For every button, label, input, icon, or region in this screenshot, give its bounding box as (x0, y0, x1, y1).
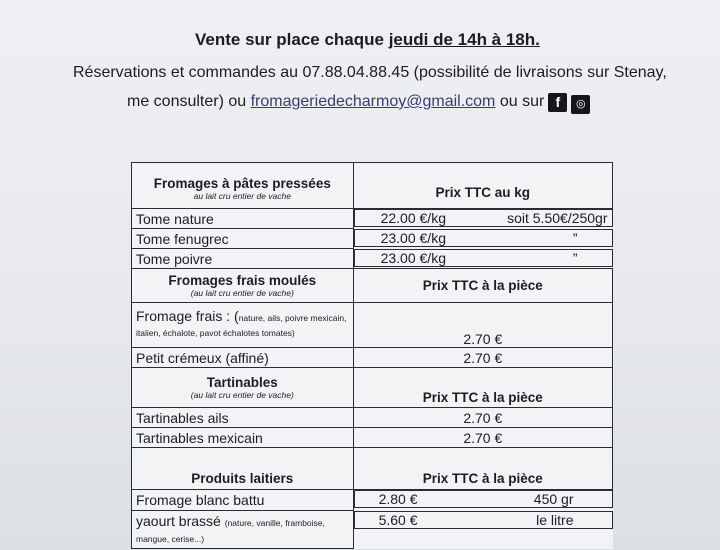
table-row (132, 408, 613, 428)
item-price: 2.70 € (353, 428, 612, 448)
item-price-cell (354, 249, 613, 267)
schedule-prefix: Vente sur place chaque (195, 30, 389, 49)
section-dairy-header (132, 448, 613, 490)
reservation-line: Réservations et commandes au 07.88.04.88.45 (possibilité de livraisons sur Stenay, (73, 64, 667, 81)
item-name-cell (132, 511, 354, 549)
item-details: nature, ails, poivre mexicain, italien, échalote, pavot échalotes tomates) (136, 313, 347, 338)
price-table (131, 162, 613, 549)
item-name: yaourt brassé (136, 512, 221, 529)
item-quantity: le litre (536, 511, 574, 528)
table-row (132, 490, 613, 511)
section-subtitle: (au lait cru entier de vache) (190, 288, 294, 298)
item-price: 2.70 € (353, 408, 612, 428)
table-row (132, 229, 613, 249)
section-fresh-header (132, 269, 613, 303)
item-name: Petit crémeux (affiné) (132, 348, 354, 368)
column-header: Prix TTC à la pièce (353, 368, 612, 408)
table-row (132, 209, 613, 229)
item-note: ” (572, 229, 578, 246)
table-row (132, 303, 613, 348)
item-name: Tartinables mexicain (132, 428, 354, 448)
table-row (132, 428, 613, 448)
section-title: Fromages à pâtes pressées (153, 176, 331, 191)
contact-line (127, 93, 590, 114)
column-header: Prix TTC au kg (353, 163, 612, 209)
column-header: Prix TTC à la pièce (353, 269, 612, 303)
item-note: soit 5.50€/250gr (507, 210, 608, 226)
contact-suffix: ou sur (495, 93, 545, 110)
item-quantity: 450 gr (533, 491, 574, 507)
item-name-cell (132, 303, 354, 348)
item-price-cell (354, 229, 613, 247)
section-subtitle: (au lait cru entier de vache) (190, 390, 294, 400)
email-link[interactable]: fromageriedecharmoy@gmail.com (250, 93, 496, 110)
contact-prefix: me consulter) ou (127, 93, 251, 110)
table-row (132, 511, 613, 549)
item-price: 2.70 € (353, 303, 612, 348)
item-name: Fromage blanc battu (132, 490, 354, 511)
item-price: 5.60 € (378, 511, 418, 528)
item-name: Tartinables ails (132, 408, 354, 428)
item-price: 2.70 € (353, 348, 612, 368)
table-row (132, 348, 613, 368)
section-title-cell (132, 368, 354, 408)
item-price: 2.80 € (378, 491, 418, 507)
section-subtitle: au lait cru entier de vache (193, 191, 291, 201)
column-header: Prix TTC à la pièce (353, 448, 612, 490)
section-title: Produits laitiers (132, 448, 354, 490)
item-price: 23.00 €/kg (380, 229, 446, 246)
section-title-cell (132, 269, 354, 303)
section-title: Fromages frais moulés (168, 273, 317, 288)
item-price: 22.00 €/kg (380, 210, 446, 226)
section-title: Tartinables (206, 375, 278, 390)
item-price-cell (354, 209, 613, 227)
item-details: (nature, vanille, framboise, mangue, cerise...) (136, 517, 325, 544)
section-pressed-header (132, 163, 613, 209)
section-spread-header (132, 368, 613, 408)
item-name: Tome fenugrec (132, 229, 354, 249)
item-name: Tome poivre (132, 249, 354, 269)
sales-schedule-line (195, 30, 540, 50)
item-note: ” (572, 249, 578, 266)
schedule-day-hours: jeudi de 14h à 18h. (388, 30, 540, 49)
section-title-cell (132, 163, 354, 209)
item-price-cell (354, 511, 613, 529)
item-name: Tome nature (132, 209, 354, 229)
instagram-icon[interactable]: ◎ (571, 95, 590, 114)
item-price: 23.00 €/kg (380, 249, 446, 266)
facebook-icon[interactable]: f (548, 93, 567, 112)
item-price-cell (354, 490, 613, 508)
item-name: Fromage frais : ( (136, 308, 239, 324)
table-row (132, 249, 613, 269)
